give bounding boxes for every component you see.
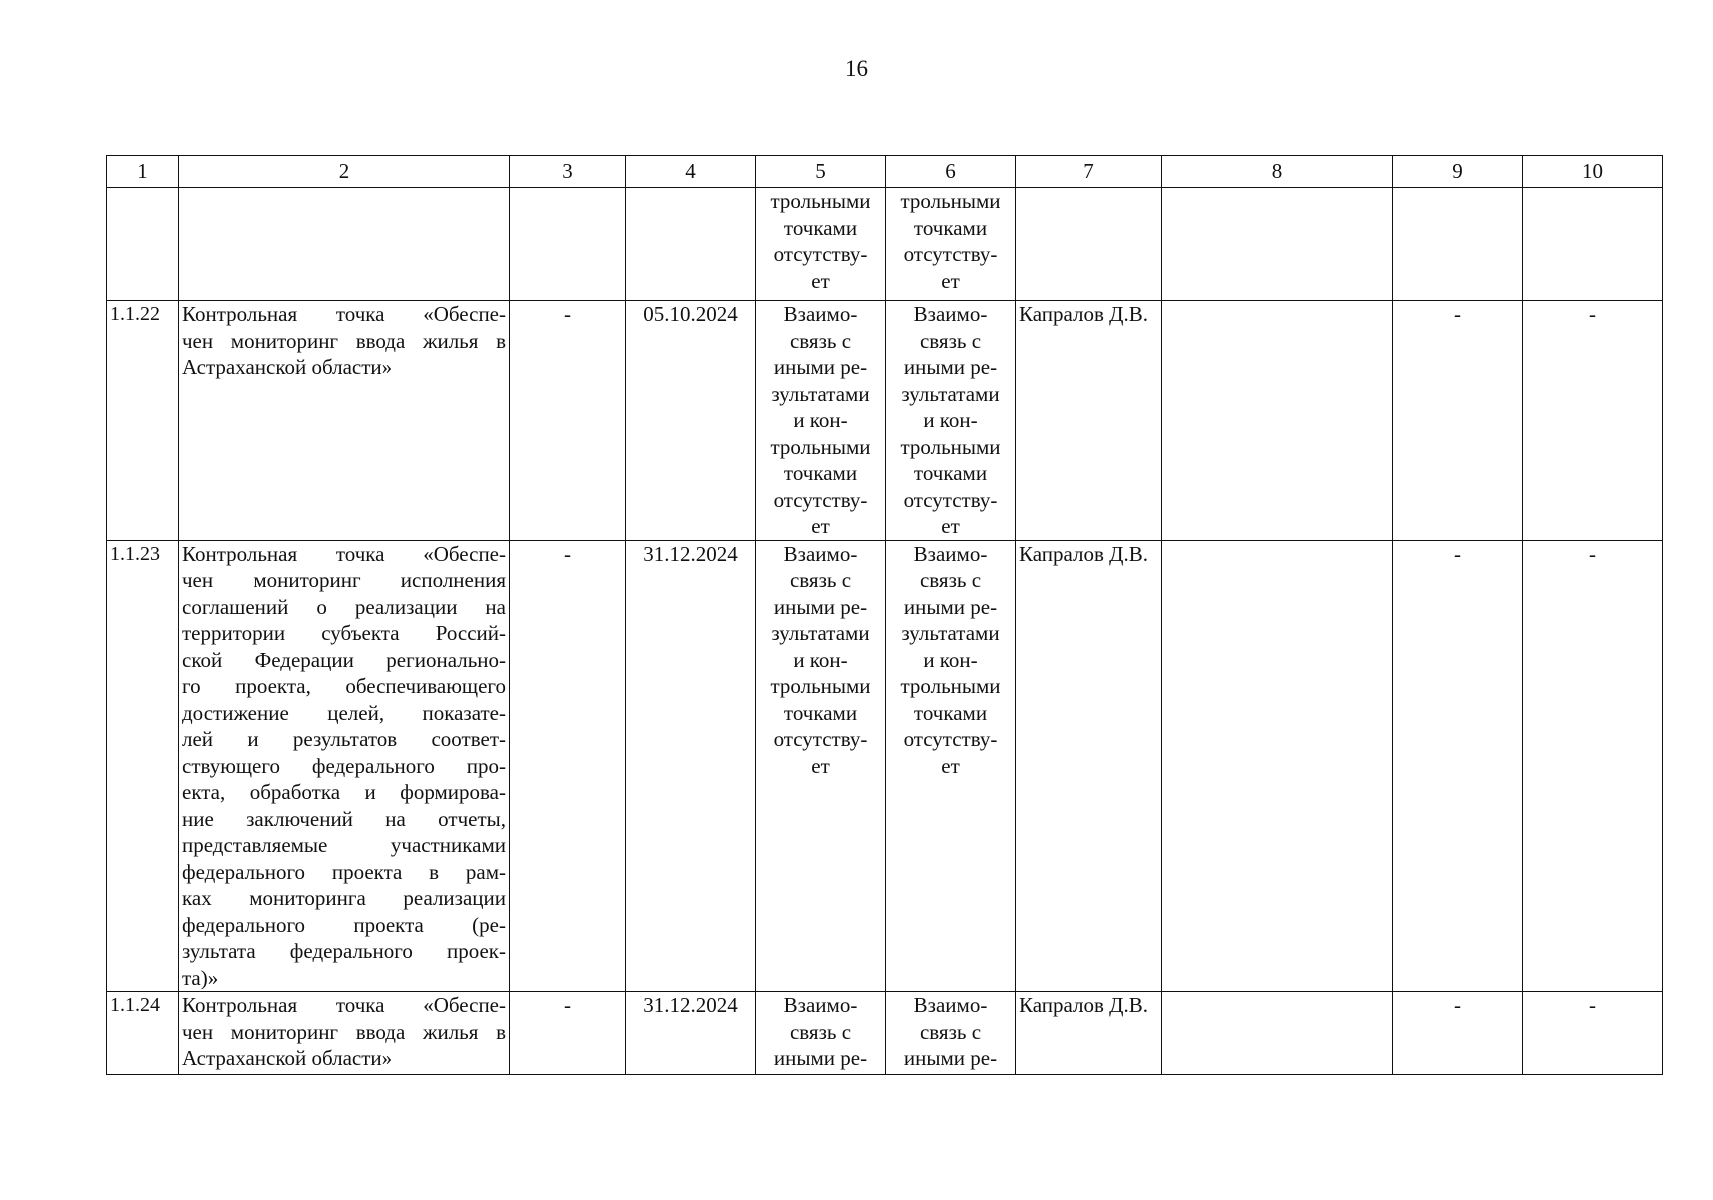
text-line: Взаимо- <box>783 541 858 566</box>
text-line: и кон- <box>793 647 848 672</box>
relation-cell <box>756 301 886 541</box>
date-cell: 05.10.2024 <box>626 301 756 541</box>
text-line: зультатами <box>901 381 1000 406</box>
text-line: представляемые участниками <box>182 833 506 857</box>
text-line: ствующего федерального про- <box>182 753 506 778</box>
text-line: отсутству- <box>773 242 868 266</box>
relation-cell <box>886 301 1016 541</box>
text-line: иными ре- <box>903 594 998 619</box>
relation-cell <box>756 540 886 992</box>
table-row <box>107 301 1663 541</box>
relation-cell <box>886 540 1016 992</box>
continuation-row <box>107 188 1663 301</box>
text-line: точками <box>913 700 988 725</box>
text-line: связь с <box>789 568 852 592</box>
text-line: иными ре- <box>903 355 998 379</box>
column-header: 8 <box>1162 156 1393 188</box>
dash-cell: - <box>1393 301 1523 541</box>
dash-cell: - <box>1523 540 1663 992</box>
text-line: иными ре- <box>773 355 868 379</box>
dash-cell: - <box>510 540 626 992</box>
control-points-table <box>106 155 1663 1075</box>
text-line: лей и результатов соответ- <box>182 727 506 751</box>
control-point-name <box>179 540 510 992</box>
text-line: го проекта, обеспечивающего <box>182 674 506 698</box>
column-header: 5 <box>756 156 886 188</box>
text-line: достижение целей, показате- <box>182 700 506 725</box>
table-cell <box>626 188 756 301</box>
text-line: и кон- <box>793 408 848 432</box>
dash-cell: - <box>510 992 626 1075</box>
column-number-row <box>107 156 1663 188</box>
empty-cell <box>1162 540 1393 992</box>
text-line: территории субъекта Россий- <box>182 621 506 645</box>
text-line: Взаимо- <box>783 993 858 1017</box>
relation-cell <box>756 992 886 1075</box>
text-line: иными ре- <box>773 594 868 619</box>
text-line: ках мониторинга реализации <box>182 886 506 910</box>
text-line: трольными <box>900 189 1001 213</box>
text-line: точками <box>913 215 988 240</box>
text-line: чен мониторинг ввода жилья в <box>182 328 506 353</box>
text-line: Взаимо- <box>913 993 988 1017</box>
column-header: 2 <box>179 156 510 188</box>
relation-cell <box>886 992 1016 1075</box>
text-line: Взаимо- <box>783 302 858 326</box>
relation-cell <box>756 188 886 301</box>
text-line: ет <box>941 514 960 538</box>
text-line: Астраханской области» <box>182 1046 393 1070</box>
text-line: трольными <box>900 434 1001 459</box>
table-cell <box>1162 188 1393 301</box>
responsible-cell: Капралов Д.В. <box>1016 992 1162 1075</box>
text-line: трольными <box>900 674 1001 698</box>
dash-cell: - <box>510 301 626 541</box>
text-line: точками <box>783 700 858 725</box>
text-line: трольными <box>770 434 871 459</box>
text-line: Контрольная точка «Обеспе- <box>182 993 506 1017</box>
text-line: ет <box>811 514 830 538</box>
text-line: отсутству- <box>903 727 998 751</box>
text-line: Взаимо- <box>913 541 988 566</box>
table-cell <box>510 188 626 301</box>
text-line: Контрольная точка «Обеспе- <box>182 302 506 326</box>
text-line: Взаимо- <box>913 302 988 326</box>
control-point-name <box>179 992 510 1075</box>
control-point-name <box>179 301 510 541</box>
text-line: екта, обработка и формирова- <box>182 780 506 804</box>
text-line: иными ре- <box>903 1046 998 1070</box>
dash-cell: - <box>1393 992 1523 1075</box>
text-line: ской Федерации регионально- <box>182 647 506 672</box>
column-header: 10 <box>1523 156 1663 188</box>
text-line: ет <box>811 268 830 293</box>
text-line: связь с <box>789 328 852 353</box>
text-line: ние заключений на отчеты, <box>182 806 506 831</box>
row-number: 1.1.23 <box>107 540 179 992</box>
text-line: иными ре- <box>773 1046 868 1070</box>
text-line: трольными <box>770 189 871 213</box>
table-cell <box>107 188 179 301</box>
page-number: 16 <box>845 56 868 81</box>
text-line: та)» <box>182 965 219 990</box>
column-header: 7 <box>1016 156 1162 188</box>
table-cell <box>1523 188 1663 301</box>
text-line: ет <box>941 268 960 293</box>
text-line: Астраханской области» <box>182 355 393 379</box>
table-cell <box>1393 188 1523 301</box>
column-header: 1 <box>107 156 179 188</box>
column-header: 6 <box>886 156 1016 188</box>
text-line: связь с <box>919 568 982 592</box>
text-line: соглашений о реализации на <box>182 594 506 619</box>
row-number: 1.1.24 <box>107 992 179 1075</box>
text-line: трольными <box>770 674 871 698</box>
row-number: 1.1.22 <box>107 301 179 541</box>
empty-cell <box>1162 301 1393 541</box>
text-line: ет <box>811 753 830 778</box>
date-cell: 31.12.2024 <box>626 992 756 1075</box>
relation-cell <box>886 188 1016 301</box>
text-line: и кон- <box>923 408 978 432</box>
text-line: отсутству- <box>773 487 868 512</box>
dash-cell: - <box>1523 301 1663 541</box>
text-line: чен мониторинг исполнения <box>182 568 506 592</box>
text-line: отсутству- <box>903 242 998 266</box>
dash-cell: - <box>1523 992 1663 1075</box>
text-line: чен мониторинг ввода жилья в <box>182 1019 506 1044</box>
text-line: связь с <box>789 1019 852 1044</box>
table-row <box>107 540 1663 992</box>
text-line: Контрольная точка «Обеспе- <box>182 541 506 566</box>
text-line: и кон- <box>923 647 978 672</box>
text-line: связь с <box>919 328 982 353</box>
table-cell <box>179 188 510 301</box>
text-line: отсутству- <box>773 727 868 751</box>
text-line: зультатами <box>771 621 870 645</box>
responsible-cell: Капралов Д.В. <box>1016 540 1162 992</box>
dash-cell: - <box>1393 540 1523 992</box>
text-line: точками <box>913 461 988 485</box>
responsible-cell: Капралов Д.В. <box>1016 301 1162 541</box>
table-row <box>107 992 1663 1075</box>
text-line: связь с <box>919 1019 982 1044</box>
text-line: зультата федерального проек- <box>182 939 506 963</box>
column-header: 3 <box>510 156 626 188</box>
text-line: точками <box>783 461 858 485</box>
empty-cell <box>1162 992 1393 1075</box>
date-cell: 31.12.2024 <box>626 540 756 992</box>
text-line: федерального проекта в рам- <box>182 859 506 884</box>
text-line: ет <box>941 753 960 778</box>
text-line: точками <box>783 215 858 240</box>
text-line: отсутству- <box>903 487 998 512</box>
table-cell <box>1016 188 1162 301</box>
column-header: 4 <box>626 156 756 188</box>
text-line: зультатами <box>901 621 1000 645</box>
text-line: зультатами <box>771 381 870 406</box>
column-header: 9 <box>1393 156 1523 188</box>
text-line: федерального проекта (ре- <box>182 912 506 937</box>
